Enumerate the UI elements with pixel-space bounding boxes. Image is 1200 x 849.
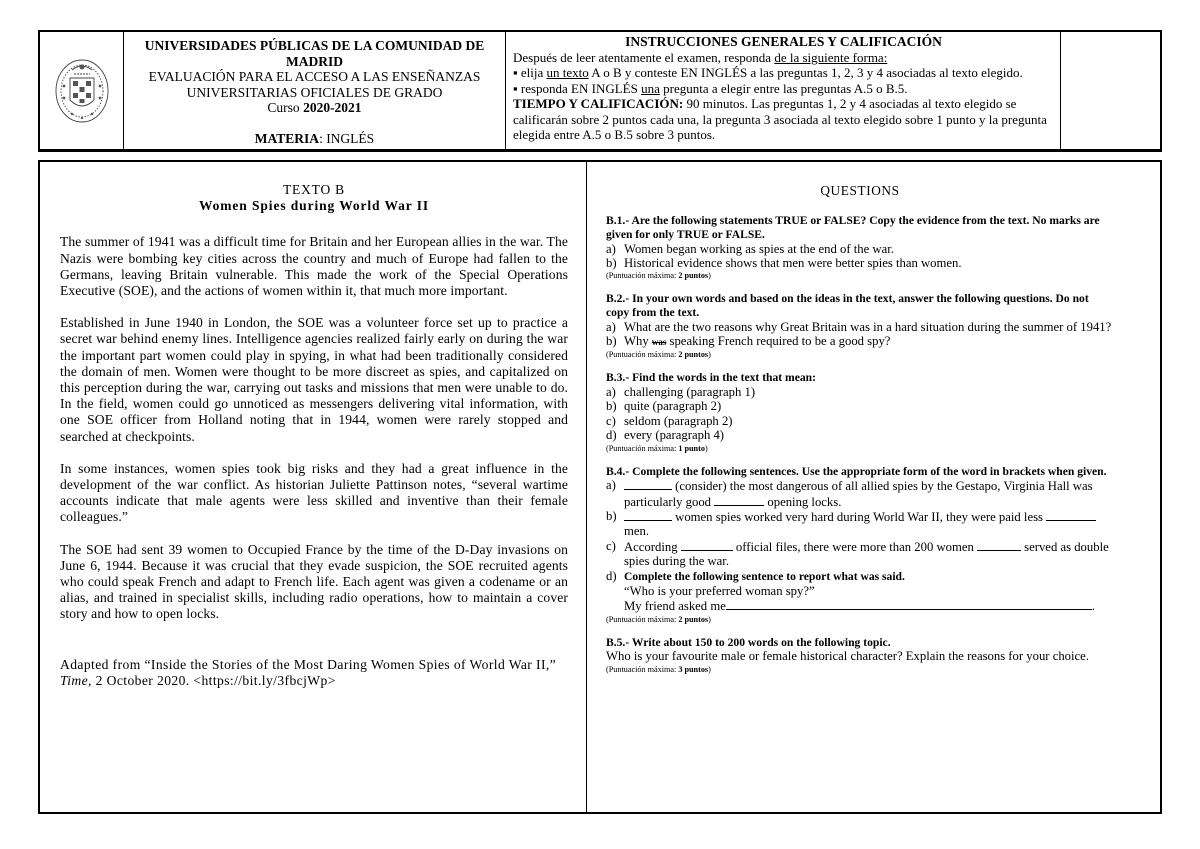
item-text — [624, 334, 1114, 349]
instructions-bullet-2 — [513, 81, 1054, 97]
text-paragraph-4: The SOE had sent 39 women to Occupied France by the time of the D-Day invasions on June 6, 1944. Because it was crucial that they evade suspicion, the SOE recruited agents who could speak French and adapt to French life. Each agent was given a codename or an alias, and trained in specialist skills, including radio operations, how to maintain a cover story and how to open locks. — [60, 541, 568, 622]
item-text: challenging (paragraph 1) — [624, 385, 756, 399]
item-text-part: men. — [624, 524, 650, 539]
question-b4-points — [606, 614, 1114, 625]
question-b4-item-b — [606, 509, 1114, 539]
item-label: b) — [606, 399, 617, 414]
answer-blank[interactable] — [681, 539, 733, 551]
question-b3-heading: B.3.- Find the words in the text that mean: — [606, 371, 816, 385]
question-b2-points — [606, 349, 1114, 360]
bullet-1-text-c: A o B y conteste EN INGLÉS a las preguntas 1, 2, 3 y 4 asociadas al texto elegido. — [588, 65, 1023, 80]
points-close: ) — [708, 271, 711, 281]
bullet-2-text-a: ▪ responda EN INGLÉS — [513, 80, 642, 96]
time-and-grading — [513, 96, 1054, 143]
points-close: ) — [708, 664, 711, 674]
item-text-part: Why — [624, 334, 652, 348]
answer-blank[interactable] — [714, 494, 764, 506]
instructions-bullet-1 — [513, 65, 1054, 81]
question-b5 — [606, 636, 1114, 675]
question-b1-item-a — [606, 242, 1114, 256]
report-end: . — [1091, 599, 1095, 614]
question-b4-item-a — [606, 478, 1114, 509]
item-label: a) — [606, 478, 616, 493]
item-label: b) — [606, 334, 617, 348]
question-b3-item-b — [606, 399, 1114, 413]
course-label: Curso — [267, 100, 304, 115]
question-b2-item-b — [606, 334, 1114, 349]
item-text-part: speaking French required to be a good spy? — [666, 334, 891, 348]
item-text: Women began working as spies at the end of the war. — [624, 241, 894, 256]
answer-blank[interactable] — [1046, 509, 1096, 521]
item-text-part: served as double spies during the war. — [624, 539, 1109, 569]
item-text — [624, 539, 1114, 569]
university-seal-logo — [52, 56, 112, 126]
text-paragraph-3: In some instances, women spies took big risks and they had a great influence in the development of the war conflict. As historian Juliette Pattinson notes, “several wartime accounts indicate that male agents were less skilled and inventive than their female colleagues.” — [60, 460, 568, 525]
question-b3-item-d — [606, 428, 1114, 442]
source-magazine: Time — [60, 672, 89, 688]
points-label: (Puntuación máxima: — [606, 271, 679, 281]
question-b5-points — [606, 664, 1114, 675]
question-b1 — [606, 214, 1114, 281]
item-text: What are the two reasons why Great Britain was in a hard situation during the summer of 1941? — [624, 319, 1112, 334]
points-close: ) — [708, 350, 711, 360]
question-b4-item-c — [606, 539, 1114, 569]
question-b1-heading: B.1.- Are the following statements TRUE or FALSE? Copy the evidence from the text. No marks are given for only TRUE or FALSE. — [606, 214, 1100, 241]
bullet-2-underlined: una — [641, 80, 660, 96]
points-label: (Puntuación máxima: — [606, 350, 679, 360]
bullet-1-text-a: ▪ elija — [513, 65, 547, 80]
questions-column — [606, 184, 1114, 686]
item-label: d) — [606, 568, 617, 583]
answer-blank[interactable] — [726, 598, 1092, 610]
exam-body — [38, 160, 1162, 814]
question-b3-points — [606, 443, 1114, 454]
question-b4-heading: B.4.- Complete the following sentences. Use the appropriate form of the word in brackets when given. — [606, 464, 1107, 478]
exam-header — [38, 30, 1162, 152]
item-text: quite (paragraph 2) — [624, 399, 722, 414]
university-seal-cell — [40, 32, 124, 149]
answer-blank[interactable] — [977, 539, 1021, 551]
points-value: 3 puntos — [678, 664, 709, 674]
instructions-cell — [506, 32, 1061, 149]
points-label: (Puntuación máxima: — [606, 443, 679, 453]
item-text-part: According — [624, 539, 681, 554]
column-divider — [586, 162, 587, 812]
university-info-cell — [124, 32, 506, 149]
text-paragraph-2: Established in June 1940 in London, the SOE was a volunteer force set up to practice a secret war behind enemy lines. Intelligence agencies realized fairly early on during the war the important part women could play in spying, in what had been traditionally considered the domain of men. Women were thought to be more discreet as spies, and capitalized on this perception during the war, carrying out tasks and missions that men were unable to do. In the field, women could go unnoticed as messengers delivering vital information, with one SOE officer from Holland noting that in 1944, women were rarely stopped and searched at checkpoints. — [60, 315, 568, 444]
text-source — [60, 657, 568, 689]
question-b4-quote: “Who is your preferred woman spy?” — [624, 584, 815, 599]
question-b4 — [606, 465, 1114, 625]
item-text-part: opening locks. — [764, 494, 842, 509]
report-lead: My friend asked me — [624, 599, 726, 614]
blank-cell — [1061, 32, 1160, 149]
question-b4-report-line — [624, 598, 1114, 613]
instructions-intro-text: Después de leer atentamente el examen, responda — [513, 49, 775, 65]
bullet-1-underlined: un texto — [546, 65, 589, 80]
item-text — [624, 478, 1114, 509]
instructions-intro-underlined: de la siguiente forma: — [774, 49, 888, 65]
item-label: b) — [606, 256, 617, 270]
points-value: 2 puntos — [678, 271, 709, 281]
item-text: every (paragraph 4) — [624, 428, 725, 443]
evaluation-line-2: UNIVERSITARIAS OFICIALES DE GRADO — [186, 84, 443, 100]
item-text: Historical evidence shows that men were better spies than women. — [624, 256, 962, 270]
question-b3 — [606, 371, 1114, 453]
text-title: Women Spies during World War II — [198, 198, 430, 214]
points-value: 2 puntos — [678, 614, 709, 624]
points-label: (Puntuación máxima: — [606, 664, 679, 674]
points-value: 2 puntos — [678, 350, 709, 360]
instructions-title: INSTRUCCIONES GENERALES Y CALIFICACIÓN — [625, 34, 942, 49]
question-b1-points — [606, 270, 1114, 281]
question-b2-item-a — [606, 320, 1114, 334]
item-d-heading: Complete the following sentence to report what was said. — [624, 569, 905, 583]
question-b5-heading: B.5.- Write about 150 to 200 words on the following topic. — [606, 635, 891, 649]
question-b3-item-a — [606, 385, 1114, 399]
time-text: 90 minutos. Las preguntas 1, 2 y 4 asociadas al texto elegido se calificarán sobre 2 puntos cada una, la pregunta 3 asociada al texto elegido sobre 1 punto y la pregunta elegida entre A.5 o B.5 sobre 3 puntos. — [513, 96, 1047, 142]
item-label: a) — [606, 319, 616, 334]
reading-text-column — [60, 182, 568, 705]
item-label: d) — [606, 428, 617, 443]
subject-line — [124, 131, 505, 147]
course-line — [124, 100, 505, 116]
item-label: c) — [606, 413, 616, 428]
university-title: UNIVERSIDADES PÚBLICAS DE LA COMUNIDAD DE MADRID — [144, 38, 485, 69]
bullet-2-text-c: pregunta a elegir entre las preguntas A.5 o B.5. — [659, 80, 908, 96]
item-text — [624, 569, 1114, 584]
answer-blank[interactable] — [624, 509, 672, 521]
text-paragraph-1: The summer of 1941 was a difficult time for Britain and her European allies in the war. The Nazis were bombing key cities across the country and much of Europe had fallen to the Germans, leaving Britain vulnerable. This made the work of the Special Operations Executive (SOE), and the actions of women within it, that much more important. — [60, 234, 568, 299]
question-b3-item-c — [606, 414, 1114, 428]
item-label: b) — [606, 509, 617, 524]
item-label: a) — [606, 385, 616, 399]
source-text-b: , 2 October 2020. <https://bit.ly/3fbcjWp> — [88, 672, 336, 688]
points-close: ) — [708, 614, 711, 624]
evaluation-line-1: EVALUACIÓN PARA EL ACCESO A LAS ENSEÑANZAS — [148, 69, 481, 84]
points-value: 1 punto — [678, 443, 705, 453]
question-b2-heading: B.2.- In your own words and based on the ideas in the text, answer the following questions. Do not copy from the text. — [606, 292, 1089, 319]
subject-label: MATERIA — [254, 130, 320, 146]
item-text-part: official files, there were more than 200 women — [732, 539, 977, 554]
item-text-part: (consider) the most dangerous of all allied spies by the Gestapo, Virginia Hall was particularly good — [624, 479, 1093, 509]
answer-blank[interactable] — [624, 478, 672, 490]
question-b2 — [606, 292, 1114, 360]
question-b4-item-d — [606, 569, 1114, 584]
instructions-intro — [513, 50, 1054, 66]
item-text — [624, 509, 1114, 539]
question-b5-text: Who is your favourite male or female historical character? Explain the reasons for your choice. — [606, 649, 1089, 664]
time-label: TIEMPO Y CALIFICACIÓN: — [513, 96, 684, 111]
text-label: TEXTO B — [283, 182, 345, 197]
item-text: seldom (paragraph 2) — [624, 413, 733, 428]
subject-value: : INGLÉS — [319, 130, 375, 146]
item-label: c) — [606, 538, 616, 553]
points-close: ) — [704, 443, 708, 453]
points-label: (Puntuación máxima: — [606, 614, 679, 624]
item-label: a) — [606, 241, 616, 256]
questions-title: QUESTIONS — [820, 183, 900, 198]
struck-word: was — [651, 337, 667, 347]
item-text-part: women spies worked very hard during World War II, they were paid less — [672, 510, 1047, 525]
source-text-a: Adapted from “Inside the Stories of the Most Daring Women Spies of World War II,” — [60, 656, 557, 672]
course-value: 2020-2021 — [303, 100, 362, 115]
question-b1-item-b — [606, 256, 1114, 270]
